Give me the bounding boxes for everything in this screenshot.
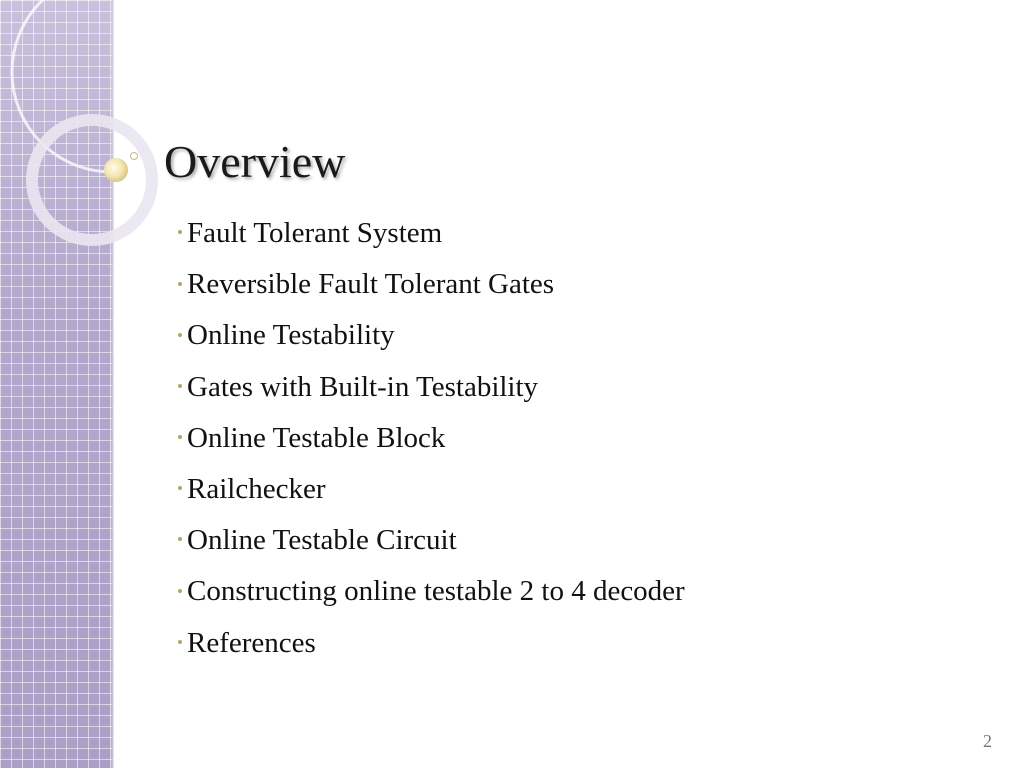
list-item-text: Fault Tolerant System	[187, 217, 443, 249]
list-item	[178, 214, 685, 265]
bullet-icon	[178, 384, 182, 388]
small-orb	[131, 153, 138, 160]
decorative-circles	[0, 0, 200, 260]
bullet-icon	[178, 486, 182, 490]
list-item	[178, 572, 685, 623]
bullet-icon	[178, 640, 182, 644]
list-item-text: Online Testable Circuit	[187, 524, 457, 557]
page-number: 2	[983, 731, 992, 751]
thick-ring	[32, 120, 152, 240]
bullet-icon	[178, 537, 182, 541]
list-item-text: Railchecker	[187, 472, 326, 505]
list-item	[178, 624, 685, 675]
bullet-icon	[178, 333, 182, 337]
slide-title: Overview	[164, 136, 346, 187]
list-item	[178, 265, 685, 316]
list-item-text: References	[187, 626, 316, 659]
bullet-list	[178, 214, 685, 675]
list-item-text: Online Testability	[187, 319, 395, 352]
list-item-text: Gates with Built-in Testability	[187, 370, 539, 403]
list-item-text: Reversible Fault Tolerant Gates	[187, 268, 555, 301]
list-item	[178, 368, 685, 419]
gold-orb	[104, 158, 128, 182]
bullet-icon	[178, 589, 182, 593]
list-item-text: Online Testable Block	[187, 421, 446, 454]
list-item	[178, 470, 685, 521]
list-item	[178, 419, 685, 470]
list-item-text: Constructing online testable 2 to 4 decoder	[187, 575, 685, 608]
bullet-icon	[178, 282, 182, 286]
bullet-icon	[178, 435, 182, 439]
list-item	[178, 316, 685, 367]
list-item	[178, 521, 685, 572]
bullet-icon	[178, 230, 182, 234]
